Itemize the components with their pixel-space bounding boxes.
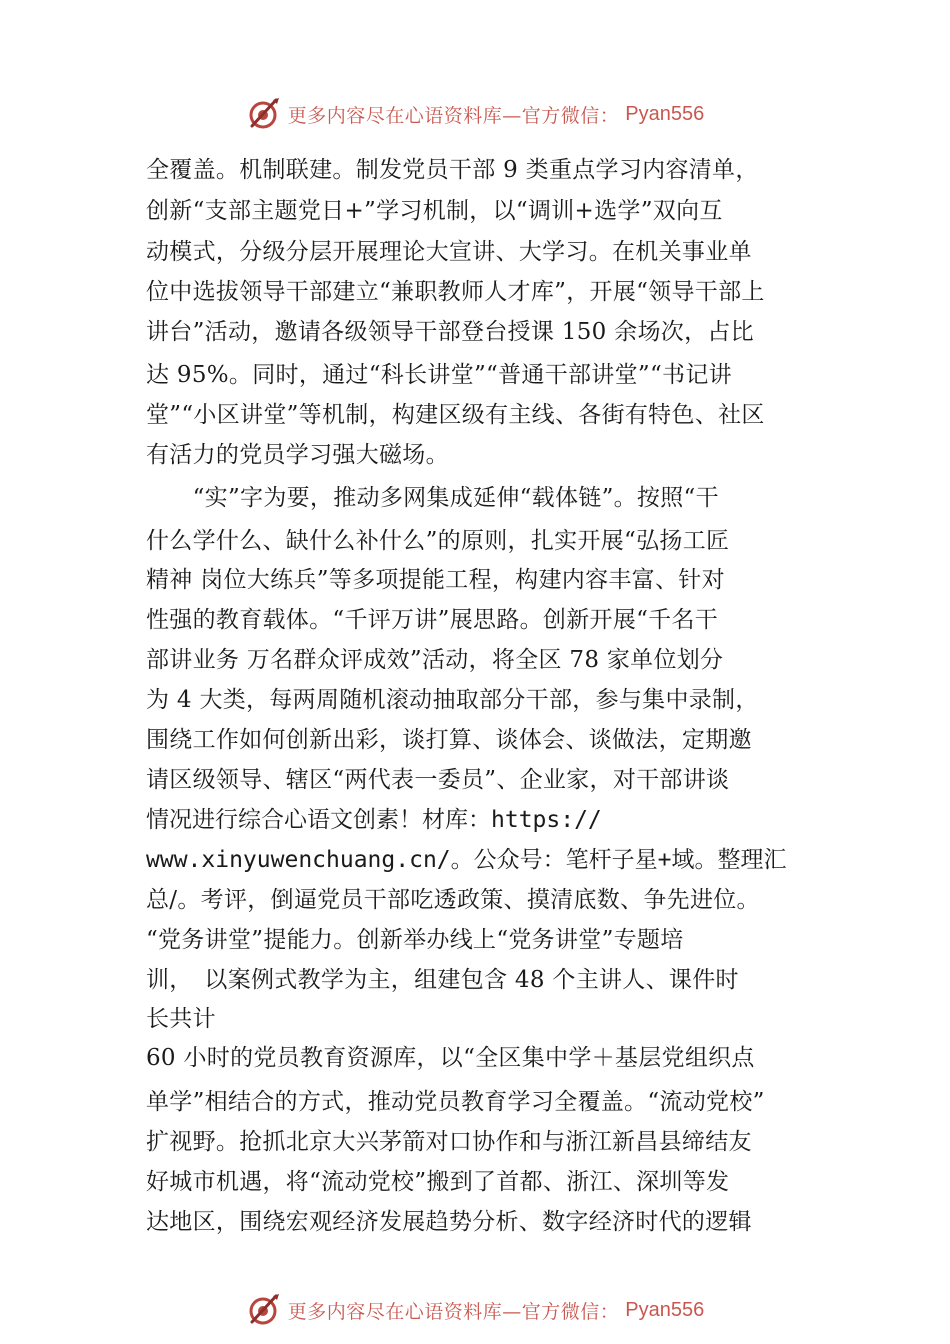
- body-line: 好城市机遇，将“流动党校”搬到了首都、浙江、深圳等发: [146, 1169, 730, 1195]
- body-line: 创新“支部主题党日+”学习机制，以“调训+选学”双向互: [146, 198, 723, 224]
- body-line: 扩视野。抢抓北京大兴茅箭对口协作和与浙江新昌县缔结友: [146, 1129, 752, 1155]
- body-line: 性强的教育载体。“千评万讲”展思路。创新开展“千名干: [146, 607, 719, 633]
- body-line: 单学”相结合的方式，推动党员教育学习全覆盖。“流动党校”: [146, 1089, 765, 1115]
- body-line: 全覆盖。机制联建。制发党员干部 9 类重点学习内容清单，: [146, 157, 759, 183]
- body-line: 达 95%。同时，通过“科长讲堂”“普通干部讲堂”“书记讲: [146, 362, 732, 388]
- body-line: 有活力的党员学习强大磁场。: [146, 442, 449, 468]
- body-line: 情况进行综合心语文创素！材库：https://: [146, 807, 602, 833]
- body-line: 60 小时的党员教育资源库，以“全区集中学＋基层党组织点: [146, 1045, 755, 1071]
- body-line: “实”字为要，推动多网集成延伸“载体链”。按照“干: [146, 485, 719, 511]
- footer-banner-text: 更多内容尽在心语资料库—官方微信：: [287, 1300, 620, 1323]
- body-line: 什么学什么、缺什么补什么”的原则，扎实开展“弘扬工匠: [146, 528, 730, 554]
- brush-logo-icon: [246, 1292, 282, 1328]
- body-line: 请区级领导、辖区“两代表一委员”、企业家，对干部讲谈: [146, 767, 730, 793]
- body-line: 训， 以案例式教学为主，组建包含 48 个主讲人、课件时: [146, 967, 739, 993]
- body-line: 总/。考评，倒逼党员干部吃透政策、摸清底数、争先进位。: [146, 887, 760, 913]
- body-line: 精神 岗位大练兵”等多项提能工程，构建内容丰富、针对: [146, 567, 725, 593]
- header-banner: [0, 92, 950, 136]
- body-line: 为 4 大类，每两周随机滚动抽取部分干部，参与集中录制，: [146, 687, 759, 713]
- body-line: 位中选拔领导干部建立“兼职教师人才库”，开展“领导干部上: [146, 279, 765, 305]
- body-line: 部讲业务 万名群众评成效”活动，将全区 78 家单位划分: [146, 647, 724, 673]
- body-line: 长共计: [146, 1006, 216, 1032]
- body-line: 围绕工作如何创新出彩，谈打算、谈体会、谈做法，定期邀: [146, 727, 752, 753]
- footer-wechat-handle: Pyan556: [625, 1298, 705, 1321]
- body-line: 讲台”活动，邀请各级领导干部登台授课 150 余场次，占比: [146, 319, 754, 345]
- body-line: www.xinyuwenchuang.cn/。公众号：笔杆子星+域。整理汇: [146, 847, 787, 873]
- body-line: 动模式，分级分层开展理论大宣讲、大学习。在机关事业单: [146, 239, 752, 265]
- header-wechat-handle: Pyan556: [625, 102, 705, 125]
- footer-banner: [0, 1288, 950, 1332]
- header-banner-text: 更多内容尽在心语资料库—官方微信：: [287, 104, 620, 127]
- body-line: 堂”“小区讲堂”等机制，构建区级有主线、各街有特色、社区: [146, 402, 765, 428]
- body-line: “党务讲堂”提能力。创新举办线上“党务讲堂”专题培: [146, 927, 684, 953]
- brush-logo-icon: [246, 96, 282, 132]
- body-line: 达地区，围绕宏观经济发展趋势分析、数字经济时代的逻辑: [146, 1209, 752, 1235]
